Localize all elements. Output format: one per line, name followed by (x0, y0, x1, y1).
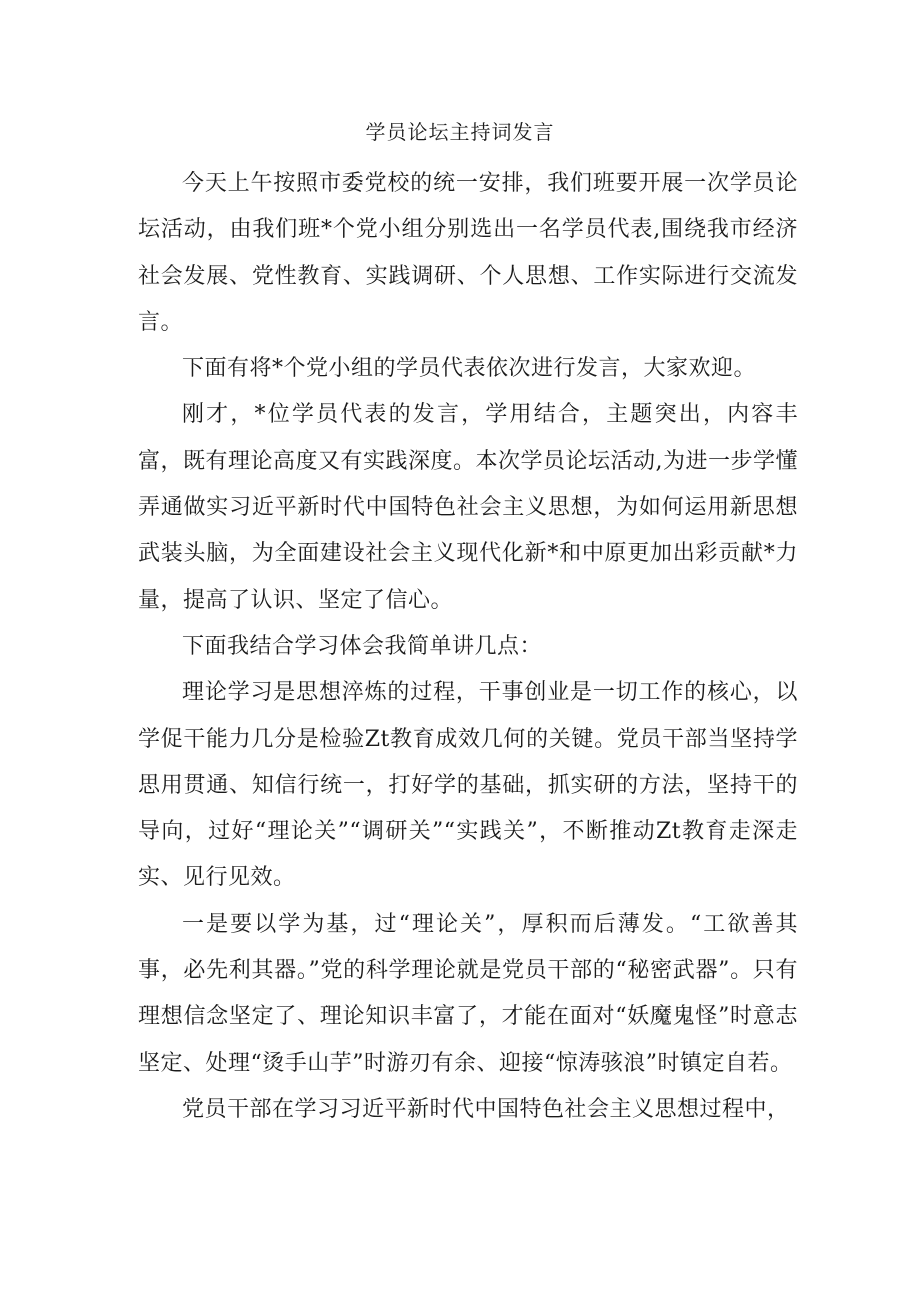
document-title: 学员论坛主持词发言 (365, 120, 555, 144)
paragraph-2: 下面有将*个党小组的学员代表依次进行发言，大家欢迎。 (182, 356, 757, 382)
paragraph-6: 一是要以学为基，过“理论关”，厚积而后薄发。“工欲善其事，必先利其器。”党的科学理论就是党员干部的“秘密武器”。只有理想信念坚定了、理论知识丰富了，才能在面对“妖魔鬼怪”时意志坚定、处理“烫手山芋”时游刃有余、迎接“惊涛骇浪”时镇定自若。 (138, 911, 798, 1076)
paragraph-5: 理论学习是思想淬炼的过程，干事创业是一切工作的核心，以学促干能力几分是检验Zt教育成效几何的关键。党员干部当坚持学思用贯通、知信行统一，打好学的基础，抓实研的方法，坚持干的导向，过好“理论关”“调研关”“实践关”，不断推动Zt教育走深走实、见行见效。 (138, 680, 798, 891)
paragraph-3: 刚才，*位学员代表的发言，学用结合，主题突出，内容丰富，既有理论高度又有实践深度。本次学员论坛活动,为进一步学懂弄通做实习近平新时代中国特色社会主义思想，为如何运用新思想武装头脑，为全面建设社会主义现代化新*和中原更加出彩贡献*力量，提高了认识、坚定了信心。 (138, 402, 798, 613)
document-body (138, 161, 798, 1133)
paragraph-7: 党员干部在学习习近平新时代中国特色社会主义思想过程中， (182, 1096, 790, 1122)
paragraph-4: 下面我结合学习体会我简单讲几点： (182, 633, 543, 659)
paragraph-1: 今天上午按照市委党校的统一安排，我们班要开展一次学员论坛活动，由我们班*个党小组分别选出一名学员代表,围绕我市经济社会发展、党性教育、实践调研、个人思想、工作实际进行交流发言。 (138, 171, 798, 335)
